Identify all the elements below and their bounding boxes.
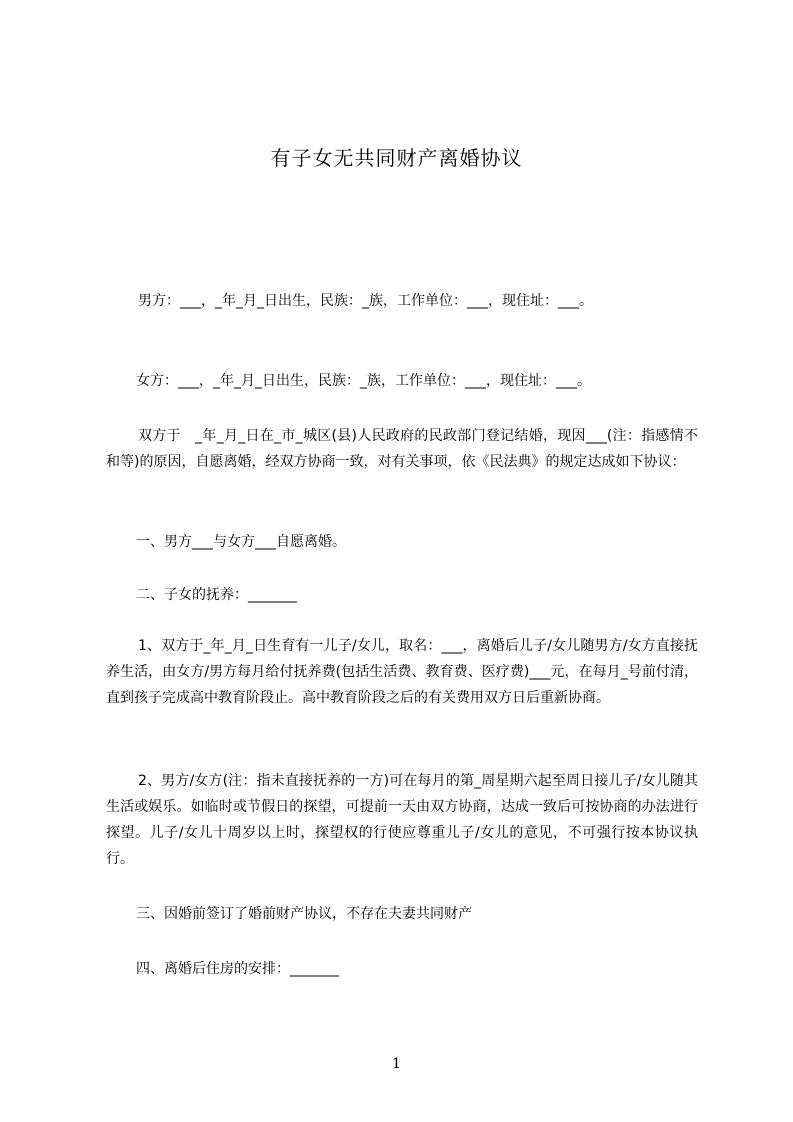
clause-2-heading: 二、子女的抚养：_______: [136, 587, 297, 603]
intro-paragraph: 双方于 _年_月_日在_市_城区(县)人民政府的民政部门登记结婚，现因___(注：指感情不和等)的原因，自愿离婚，经双方协商一致，对有关事项，依《民法典》的规定达成如下协议：: [106, 428, 698, 470]
clause-2-1: 1、双方于_年_月_日生育有一儿子/女儿，取名：___，离婚后儿子/女儿随男方/女方直接抚养生活，由女方/男方每月给付抚养费(包括生活费、教育费、医疗费)___元，在每月_号前付清，直到孩子完成高中教育阶段止。高中教育阶段之后的有关费用双方日后重新协商。: [106, 638, 698, 706]
document-title: 有子女无共同财产离婚协议: [270, 146, 523, 170]
man-info-line: 男方：___，_年_月_日出生，民族：_族，工作单位：___，现住址：___。: [138, 293, 593, 309]
page-number: 1: [392, 1056, 401, 1072]
woman-info-line: 女方：___，_年_月_日出生，民族：_族，工作单位：___，现住址：___。: [136, 373, 591, 389]
clause-4-heading: 四、离婚后住房的安排：_______: [136, 961, 339, 977]
clause-2-2: 2、男方/女方(注：指未直接抚养的一方)可在每月的第_周星期六起至周日接儿子/女儿随其生活或娱乐。如临时或节假日的探望，可提前一天由双方协商，达成一致后可按协商的办法进行探望。儿子/女儿十周岁以上时，探望权的行使应尊重儿子/女儿的意见，不可强行按本协议执行。: [106, 773, 698, 867]
clause-1: 一、男方___与女方___自愿离婚。: [136, 534, 346, 550]
clause-3: 三、因婚前签订了婚前财产协议，不存在夫妻共同财产: [136, 906, 472, 922]
